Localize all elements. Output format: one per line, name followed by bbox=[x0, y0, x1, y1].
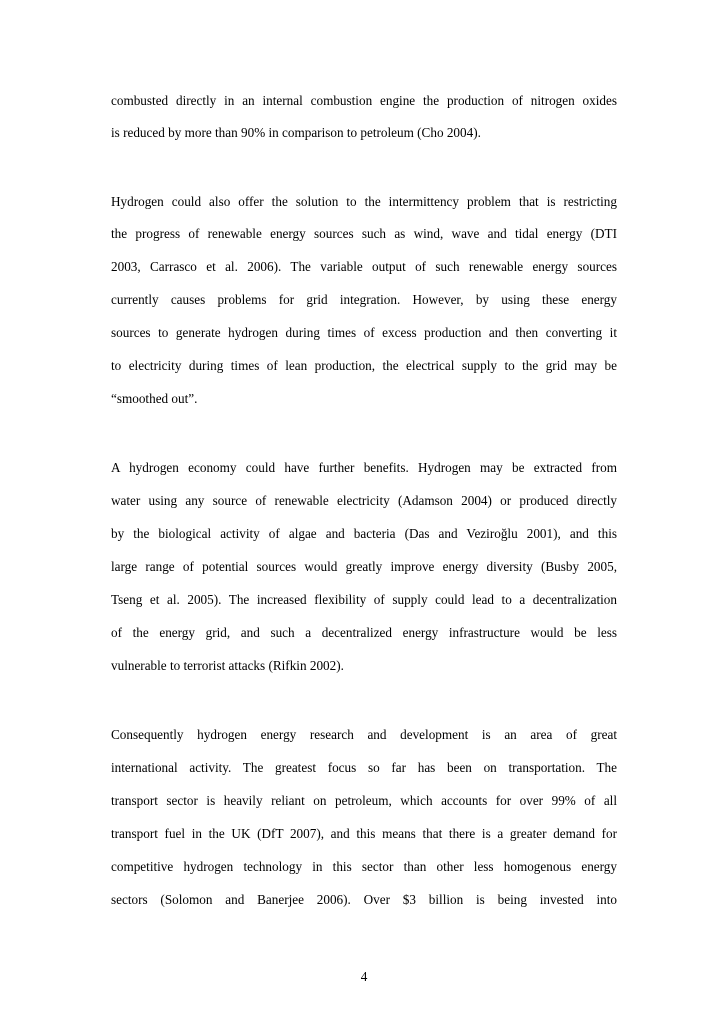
text-line: Tseng et al. 2005). The increased flexibility of supply could lead to a decentralization bbox=[111, 592, 617, 607]
text-line: the progress of renewable energy sources such as wind, wave and tidal energy (DTI bbox=[111, 226, 617, 241]
text-line: combusted directly in an internal combustion engine the production of nitrogen oxides bbox=[111, 93, 617, 108]
text-line: is reduced by more than 90% in comparison to petroleum (Cho 2004). bbox=[111, 125, 481, 140]
text-line: “smoothed out”. bbox=[111, 391, 198, 406]
text-line: 2003, Carrasco et al. 2006). The variable output of such renewable energy sources bbox=[111, 259, 617, 274]
text-line: competitive hydrogen technology in this sector than other less homogenous energy bbox=[111, 859, 617, 874]
text-line: large range of potential sources would greatly improve energy diversity (Busby 2005, bbox=[111, 559, 617, 574]
text-line: Hydrogen could also offer the solution to the intermittency problem that is restricting bbox=[111, 194, 617, 209]
text-line: vulnerable to terrorist attacks (Rifkin 2002). bbox=[111, 658, 344, 673]
text-line: sectors (Solomon and Banerjee 2006). Over $3 billion is being invested into bbox=[111, 892, 617, 907]
text-line: transport fuel in the UK (DfT 2007), and this means that there is a greater demand for bbox=[111, 826, 617, 841]
text-line: sources to generate hydrogen during times of excess production and then converting it bbox=[111, 325, 617, 340]
text-line: international activity. The greatest focus so far has been on transportation. The bbox=[111, 760, 617, 775]
text-line: transport sector is heavily reliant on petroleum, which accounts for over 99% of all bbox=[111, 793, 617, 808]
text-line: of the energy grid, and such a decentralized energy infrastructure would be less bbox=[111, 625, 617, 640]
text-line: currently causes problems for grid integration. However, by using these energy bbox=[111, 292, 617, 307]
text-line: water using any source of renewable electricity (Adamson 2004) or produced directly bbox=[111, 493, 617, 508]
text-line: Consequently hydrogen energy research and development is an area of great bbox=[111, 727, 617, 742]
text-line: by the biological activity of algae and bacteria (Das and Veziroğlu 2001), and this bbox=[111, 526, 617, 541]
text-line: to electricity during times of lean production, the electrical supply to the grid may be bbox=[111, 358, 617, 373]
page-number: 4 bbox=[360, 969, 368, 984]
text-line: A hydrogen economy could have further benefits. Hydrogen may be extracted from bbox=[111, 460, 617, 475]
